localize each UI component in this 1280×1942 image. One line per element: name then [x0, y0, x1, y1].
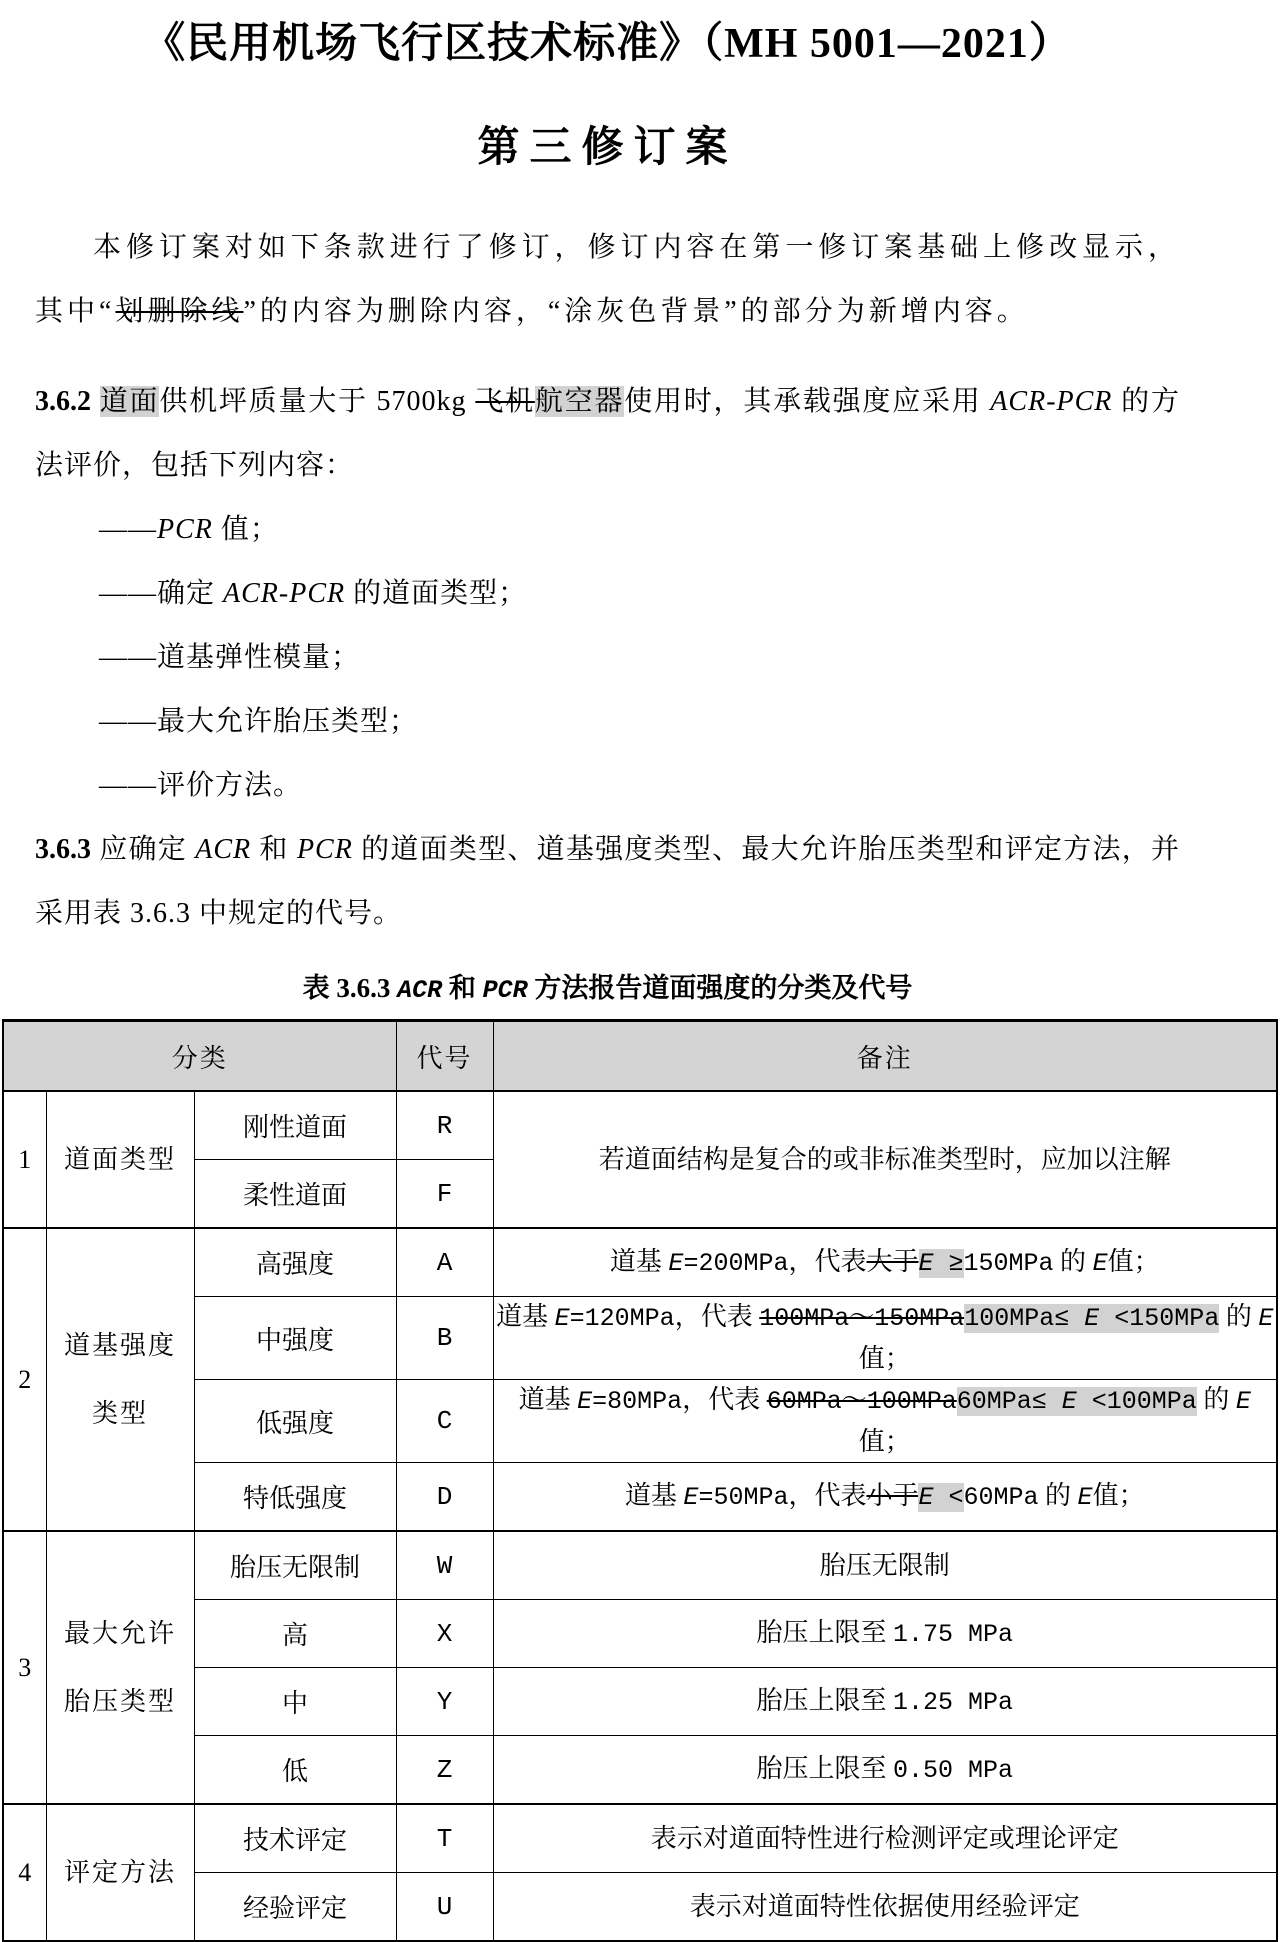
- text-run: 值；: [1092, 1480, 1145, 1510]
- text-run: [91, 386, 100, 417]
- text-run: E: [918, 1482, 934, 1512]
- table-cell-subcategory: 中: [194, 1668, 396, 1736]
- text-run: 大于: [866, 1246, 919, 1276]
- table-cell-category: 道面类型: [46, 1091, 194, 1228]
- clause-3-6-2-paragraph: [35, 370, 1180, 498]
- list-item-pavement-type: [35, 562, 1180, 626]
- text-run: ACR-PCR: [223, 578, 346, 609]
- text-run: ——: [99, 514, 157, 545]
- table-cell-code: A: [396, 1228, 493, 1297]
- table-cell-subcategory: 特低强度: [194, 1463, 396, 1532]
- text-run: PCR: [157, 514, 213, 545]
- text-run: 胎压无限制: [819, 1550, 950, 1580]
- text-run: 胎压上限至: [756, 1617, 893, 1647]
- table-cell-code: X: [396, 1600, 493, 1668]
- clause-list: [35, 498, 1180, 818]
- text-run: 道面: [99, 386, 160, 417]
- text-run: E: [1092, 1248, 1108, 1278]
- table-cell-code: C: [396, 1380, 493, 1463]
- table-cell-remark: [493, 1668, 1277, 1736]
- text-run: ——道基弹性模量；: [99, 642, 361, 673]
- text-run: 的: [1053, 1246, 1093, 1276]
- table-row: [3, 1600, 1277, 1668]
- text-run: E: [1084, 1304, 1100, 1333]
- text-run: 的方法评价，包括下列内容：: [35, 386, 1180, 481]
- text-run: 的: [1219, 1302, 1259, 1331]
- text-run: 和: [251, 834, 297, 865]
- clause-3-6-3-paragraph: [35, 818, 1180, 946]
- text-run: 值；: [212, 514, 279, 545]
- text-run: ——评价方法。: [99, 770, 303, 801]
- col-header-category: 分类: [3, 1021, 396, 1092]
- table-cell-remark: [493, 1804, 1277, 1873]
- text-run: 100MPa～150MPa: [759, 1304, 965, 1333]
- text-run: 60MPa～100MPa: [766, 1387, 957, 1416]
- table-cell-subcategory: 刚性道面: [194, 1091, 396, 1160]
- text-run: ，代表: [788, 1480, 867, 1510]
- text-run: PCR: [482, 976, 528, 1005]
- text-run: 1.25 MPa: [892, 1687, 1014, 1717]
- text-run: ACR: [397, 976, 443, 1005]
- text-run: E: [1258, 1304, 1274, 1333]
- table-cell-subcategory: 技术评定: [194, 1804, 396, 1873]
- table-cell-remark: [493, 1531, 1277, 1600]
- table-cell-remark: [493, 1600, 1277, 1668]
- text-run: =80MPa: [592, 1387, 683, 1416]
- table-cell-remark: [493, 1091, 1277, 1228]
- text-run: <100MPa: [1076, 1387, 1197, 1416]
- text-run: ，代表: [788, 1246, 867, 1276]
- table-cell-code: U: [396, 1873, 493, 1942]
- text-run: 1.75 MPa: [892, 1619, 1014, 1649]
- table-cell-subcategory: 胎压无限制: [194, 1531, 396, 1600]
- text-run: PCR: [296, 834, 353, 865]
- text-run: 划删除线: [115, 296, 244, 327]
- text-run: 的: [1196, 1385, 1236, 1414]
- table-cell-subcategory: 低: [194, 1736, 396, 1805]
- clause-number: 3.6.2: [35, 386, 91, 417]
- table-row: [3, 1873, 1277, 1942]
- table-cell-group-number: 2: [3, 1228, 46, 1531]
- text-run: 表示对道面特性进行检测评定或理论评定: [650, 1823, 1119, 1853]
- text-run: <: [933, 1482, 964, 1512]
- text-run: 使用时，其承载强度应采用: [624, 386, 991, 417]
- clause-text: [35, 834, 1180, 929]
- table-row: [3, 1668, 1277, 1736]
- doc-title: 《民用机场飞行区技术标准》（MH 5001—2021）: [143, 21, 1072, 67]
- clause-text: [35, 386, 1180, 481]
- clause-number: 3.6.3: [35, 834, 91, 865]
- table-row: [3, 1463, 1277, 1532]
- table-cell-subcategory: 低强度: [194, 1380, 396, 1463]
- list-item-subgrade-modulus: [35, 626, 1180, 690]
- text-run: 60MPa≤: [956, 1387, 1062, 1416]
- table-cell-subcategory: 柔性道面: [194, 1160, 396, 1229]
- text-run: =50MPa: [698, 1482, 789, 1512]
- text-run: E: [918, 1248, 934, 1278]
- text-run: ACR: [195, 834, 252, 865]
- table-cell-group-number: 1: [3, 1091, 46, 1228]
- text-run: 航空器: [534, 386, 625, 417]
- text-run: 100MPa≤: [964, 1304, 1085, 1333]
- text-run: E: [577, 1387, 593, 1416]
- table-cell-subcategory: 经验评定: [194, 1873, 396, 1942]
- text-run: 和: [442, 973, 483, 1003]
- text-run: 0.50 MPa: [892, 1755, 1014, 1785]
- text-run: 小于: [866, 1480, 919, 1510]
- text-run: 供机坪质量大于 5700kg: [159, 386, 476, 417]
- strength-table-body: [3, 1091, 1277, 1941]
- text-run: 值；: [858, 1344, 911, 1373]
- text-run: ≥: [933, 1248, 964, 1278]
- table-cell-remark: [493, 1736, 1277, 1805]
- table-caption: [35, 968, 1180, 1011]
- text-run: 表示对道面特性依据使用经验评定: [689, 1891, 1080, 1921]
- list-item-pcr-value: [35, 498, 1180, 562]
- table-cell-group-number: 4: [3, 1804, 46, 1941]
- list-item-evaluation-method: [35, 754, 1180, 818]
- table-row: [3, 1297, 1277, 1380]
- text-run: 道基: [624, 1480, 684, 1510]
- text-run: <150MPa: [1099, 1304, 1220, 1333]
- col-header-remark: 备注: [493, 1021, 1277, 1092]
- text-run: ACR-PCR: [990, 386, 1113, 417]
- text-run: ——最大允许胎压类型；: [99, 706, 419, 737]
- table-cell-group-number: 3: [3, 1531, 46, 1804]
- table-cell-code: Y: [396, 1668, 493, 1736]
- text-run: 的: [1038, 1480, 1078, 1510]
- text-run: E: [1235, 1387, 1251, 1416]
- table-cell-remark: [493, 1463, 1277, 1532]
- text-run: 的道面类型、道基强度类型、最大允许胎压类型和评定方法，并采用表 3.6.3 中规定的代号。: [35, 834, 1180, 929]
- text-run: =200MPa: [683, 1248, 789, 1278]
- table-cell-code: R: [396, 1091, 493, 1160]
- text-run: 本修订案对如下条款进行了修订，修订内容在第一修订案基础上修改显示，其中“: [35, 232, 1180, 327]
- intro-paragraph: [35, 216, 1180, 344]
- table-cell-code: F: [396, 1160, 493, 1229]
- table-cell-code: T: [396, 1804, 493, 1873]
- doc-subtitle: 第三修订案: [477, 125, 738, 171]
- table-cell-category: 评定方法: [46, 1804, 194, 1941]
- text-run: 道基: [518, 1385, 578, 1414]
- text-run: 胎压上限至: [756, 1685, 893, 1715]
- table-cell-remark: [493, 1297, 1277, 1380]
- table-cell-code: W: [396, 1531, 493, 1600]
- table-row: [3, 1736, 1277, 1805]
- text-run: E: [1077, 1482, 1093, 1512]
- text-run: 应确定: [91, 834, 196, 865]
- text-run: 胎压上限至: [756, 1753, 893, 1783]
- table-row: [3, 1228, 1277, 1297]
- table-cell-code: Z: [396, 1736, 493, 1805]
- table-cell-code: D: [396, 1463, 493, 1532]
- text-run: 若道面结构是复合的或非标准类型时，应加以注解: [598, 1144, 1171, 1174]
- col-header-code: 代号: [396, 1021, 493, 1092]
- table-cell-remark: [493, 1380, 1277, 1463]
- text-run: 值；: [858, 1427, 911, 1456]
- text-run: E: [683, 1482, 699, 1512]
- text-run: E: [1061, 1387, 1077, 1416]
- table-cell-subcategory: 中强度: [194, 1297, 396, 1380]
- text-run: 60MPa: [963, 1482, 1039, 1512]
- table-row: [3, 1804, 1277, 1873]
- table-row: [3, 1091, 1277, 1160]
- table-row: [3, 1380, 1277, 1463]
- text-run: 道基: [609, 1246, 669, 1276]
- list-item-tire-pressure: [35, 690, 1180, 754]
- text-run: 飞机: [475, 386, 535, 417]
- text-run: 道基: [496, 1302, 555, 1331]
- table-cell-category: 最大允许 胎压类型: [46, 1531, 194, 1804]
- text-run: =120MPa: [569, 1304, 675, 1333]
- text-run: 150MPa: [963, 1248, 1054, 1278]
- text-run: ，代表: [674, 1302, 760, 1331]
- text-run: 方法报告道面强度的分类及代号: [527, 973, 913, 1003]
- text-run: 的道面类型；: [345, 578, 528, 609]
- table-cell-remark: [493, 1228, 1277, 1297]
- text-run: E: [554, 1304, 570, 1333]
- text-run: ”的内容为删除内容，“涂灰色背景”的部分为新增内容。: [243, 296, 1029, 327]
- text-run: 表 3.6.3: [302, 973, 398, 1003]
- table-cell-remark: [493, 1873, 1277, 1942]
- table-header-row: [3, 1021, 1277, 1092]
- table-row: [3, 1531, 1277, 1600]
- text-run: ——确定: [99, 578, 224, 609]
- table-cell-code: B: [396, 1297, 493, 1380]
- text-run: E: [668, 1248, 684, 1278]
- table-cell-subcategory: 高: [194, 1600, 396, 1668]
- strength-classification-table: [2, 1019, 1278, 1942]
- table-cell-subcategory: 高强度: [194, 1228, 396, 1297]
- text-run: 值；: [1107, 1246, 1160, 1276]
- text-run: ，代表: [682, 1385, 767, 1414]
- table-cell-category: 道基强度 类型: [46, 1228, 194, 1531]
